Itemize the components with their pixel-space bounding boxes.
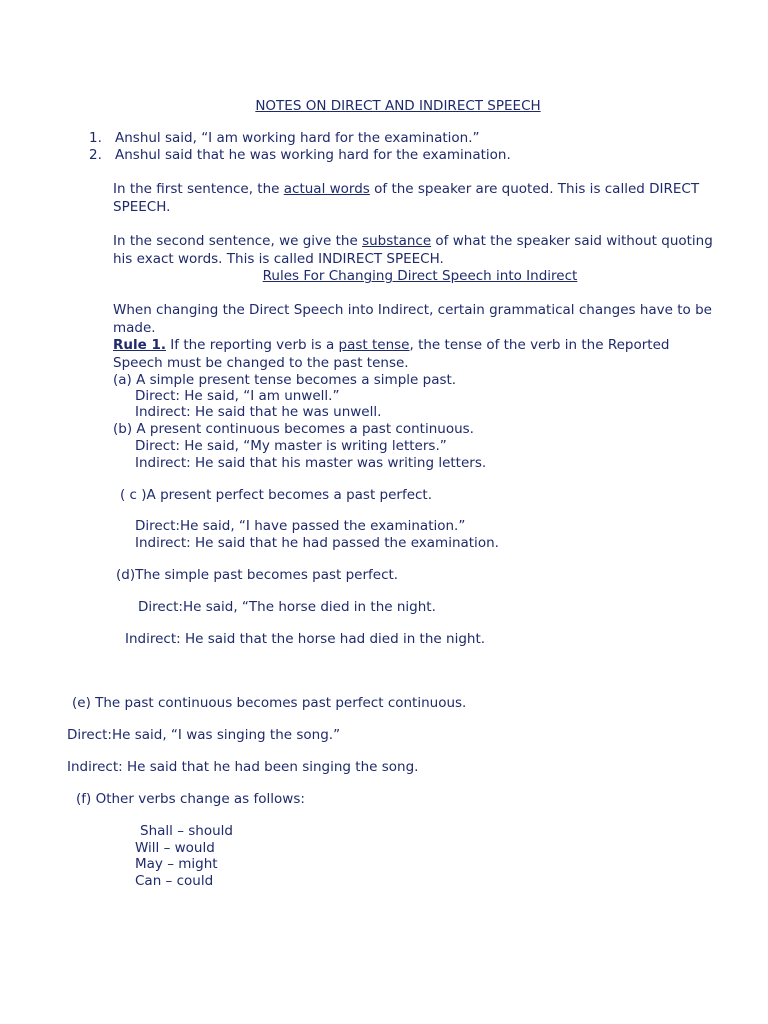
- section-heading: Rules For Changing Direct Speech into Indirect: [262, 268, 578, 284]
- underlined-term: past tense: [338, 337, 410, 353]
- paragraph-text: In the second sentence, we give the: [113, 233, 363, 249]
- rule-c-direct: Direct:He said, “I have passed the examination.”: [135, 518, 466, 534]
- rule-d-heading: (d)The simple past becomes past perfect.: [116, 567, 399, 583]
- paragraph-text: of what the speaker said without quoting: [431, 233, 713, 249]
- intro-line-1: When changing the Direct Speech into Indirect, certain grammatical changes have to be: [113, 302, 712, 318]
- paragraph-text: of the speaker are quoted. This is called DIRECT: [369, 181, 700, 197]
- rule-d-indirect: Indirect: He said that the horse had died in the night.: [125, 631, 486, 647]
- verb-change-item: Shall – should: [140, 823, 233, 839]
- rule-label: Rule 1.: [113, 337, 167, 353]
- rule-b-heading: (b) A present continuous becomes a past continuous.: [113, 421, 474, 437]
- underlined-term: actual words: [283, 181, 370, 197]
- paragraph-direct-speech-line2: SPEECH.: [113, 199, 171, 215]
- rule-1: [113, 337, 669, 354]
- example-1: [89, 130, 480, 147]
- verb-change-item: May – might: [135, 856, 218, 872]
- rule-text: , the tense of the verb in the Reported: [409, 337, 670, 353]
- rule-a-direct: Direct: He said, “I am unwell.”: [135, 388, 340, 404]
- rule-e-direct: Direct:He said, “I was singing the song.”: [67, 727, 341, 743]
- verb-change-item: Will – would: [135, 840, 215, 856]
- example-text: Anshul said, “I am working hard for the examination.”: [115, 130, 480, 146]
- example-text: Anshul said that he was working hard for the examination.: [115, 147, 511, 163]
- page-title: NOTES ON DIRECT AND INDIRECT SPEECH: [255, 98, 541, 114]
- example-number: 1.: [89, 130, 102, 146]
- rule-f-heading: (f) Other verbs change as follows:: [76, 791, 305, 807]
- paragraph-indirect-speech: [113, 233, 713, 250]
- rule-c-indirect: Indirect: He said that he had passed the examination.: [135, 535, 499, 551]
- rule-text: If the reporting verb is a: [166, 337, 339, 353]
- rule-1-line2: Speech must be changed to the past tense.: [113, 355, 409, 371]
- rule-d-direct: Direct:He said, “The horse died in the night.: [138, 599, 436, 615]
- rule-e-indirect: Indirect: He said that he had been singing the song.: [67, 759, 419, 775]
- underlined-term: substance: [362, 233, 432, 249]
- paragraph-direct-speech: [113, 181, 699, 198]
- rule-a-indirect: Indirect: He said that he was unwell.: [135, 404, 382, 420]
- paragraph-text: In the first sentence, the: [113, 181, 284, 197]
- example-2: [89, 147, 511, 164]
- rule-a-heading: (a) A simple present tense becomes a simple past.: [113, 372, 457, 388]
- verb-change-item: Can – could: [135, 873, 214, 889]
- rule-b-direct: Direct: He said, “My master is writing letters.”: [135, 438, 447, 454]
- intro-line-2: made.: [113, 320, 156, 336]
- rule-c-heading: ( c )A present perfect becomes a past perfect.: [120, 487, 433, 503]
- rule-e-heading: (e) The past continuous becomes past perfect continuous.: [72, 695, 467, 711]
- rule-b-indirect: Indirect: He said that his master was writing letters.: [135, 455, 487, 471]
- paragraph-indirect-speech-line2: his exact words. This is called INDIRECT SPEECH.: [113, 251, 444, 267]
- example-number: 2.: [89, 147, 102, 163]
